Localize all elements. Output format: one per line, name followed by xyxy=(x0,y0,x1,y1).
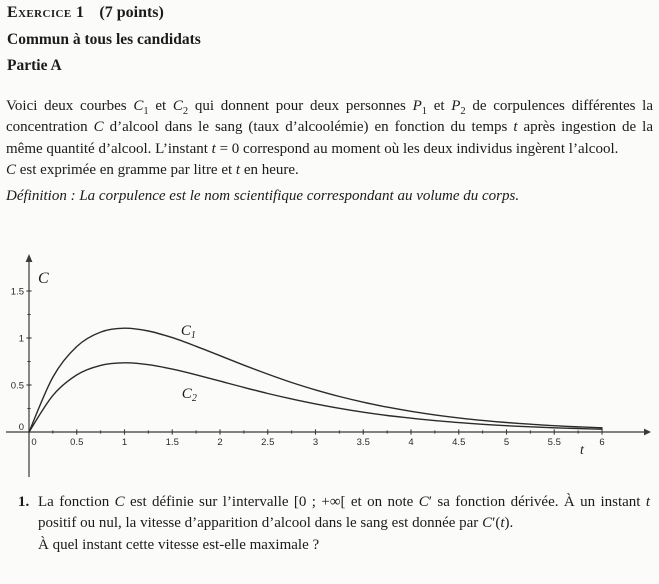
exercise-audience: Commun à tous les candidats xyxy=(7,31,201,48)
exercise-header xyxy=(7,4,164,22)
x-axis-label: t xyxy=(580,443,584,458)
y-tick-label: 1.5 xyxy=(10,286,24,298)
intro-block xyxy=(6,96,653,207)
x-tick-label: 1.5 xyxy=(165,437,179,448)
units-line: C est exprimée en gramme par litre et t en heure. xyxy=(6,162,299,179)
question-followup: À quel instant cette vitesse est-elle maximale ? xyxy=(38,536,320,553)
exercise-part: Partie A xyxy=(7,57,62,74)
x-tick-label: 0.5 xyxy=(70,437,84,448)
question-text: La fonction C est définie sur l’intervalle [0 ; +∞[ et on note C′ sa fonction dérivée. À un instant t positif ou nul, la vitesse d’apparition d’alcool dans le sang est donnée par C′(t). xyxy=(38,494,651,532)
curve-c1 xyxy=(29,328,602,432)
x-axis xyxy=(6,429,651,458)
x-tick-label: 0 xyxy=(31,437,37,448)
x-tick-label: 2 xyxy=(217,437,223,448)
x-tick-label: 5 xyxy=(503,437,510,448)
curve-label-C2: $C_2$ xyxy=(181,386,197,405)
y-tick-label: 1 xyxy=(18,333,24,345)
alcohol-concentration-chart xyxy=(0,250,659,490)
question-body xyxy=(38,492,650,556)
x-tick-label: 2.5 xyxy=(261,437,275,448)
definition-line: Définition : La corpulence est le nom scientifique correspondant au volume du corps. xyxy=(6,187,520,204)
y-tick-label: 0 xyxy=(18,422,24,433)
x-tick-label: 6 xyxy=(599,437,605,448)
y-axis-label: C xyxy=(38,270,49,287)
exercise-title: Exercice 1 xyxy=(7,4,85,21)
x-tick-label: 4.5 xyxy=(452,437,466,448)
y-tick-label: 0.5 xyxy=(10,380,24,392)
intro-paragraph: Voici deux courbes $C_1$ et $C_2$ qui donnent pour deux personnes $P_1$ et $P_2$ de corpulences différentes la concentration C d’alcool dans le sang (taux d’alcoolémie) en fonction du temps t après ingestion de la même quantité d’alcool. L’instant t = 0 correspond au moment où les deux individus ingèrent l’alcool. xyxy=(6,98,654,157)
x-tick-label: 1 xyxy=(121,437,128,448)
curve-label-C1: $C_1$ xyxy=(180,323,196,342)
x-tick-label: 3 xyxy=(312,437,319,448)
question-number: 1. xyxy=(18,494,30,510)
x-axis-arrow-icon xyxy=(644,429,651,436)
question-1 xyxy=(18,492,650,556)
y-axis-arrow-icon xyxy=(26,254,33,262)
x-tick-label: 3.5 xyxy=(356,437,370,448)
y-axis xyxy=(11,254,49,477)
x-tick-label: 4 xyxy=(408,437,414,448)
x-tick-label: 5.5 xyxy=(547,437,561,448)
curve-c2 xyxy=(29,363,602,432)
exercise-points: (7 points) xyxy=(99,4,164,21)
